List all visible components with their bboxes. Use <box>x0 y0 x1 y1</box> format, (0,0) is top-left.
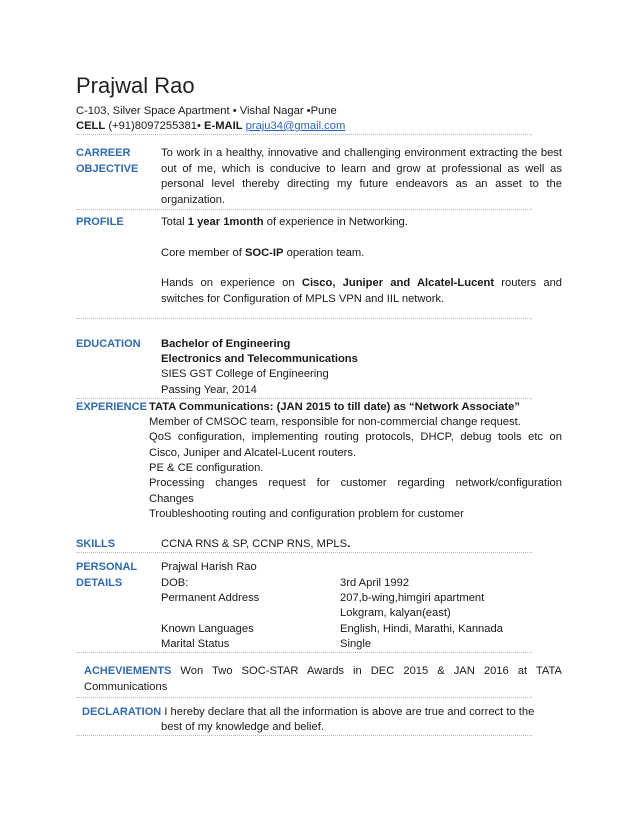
divider <box>76 398 532 399</box>
divider <box>76 209 532 210</box>
email-label: E-MAIL <box>204 120 243 132</box>
text-run: Won Two SOC-STAR Awards in DEC 2015 & JAN 2016 at TATA Communications <box>84 665 562 693</box>
cell-value: (+91)8097255381• <box>105 120 204 132</box>
personal-label-1: PERSONAL <box>76 561 138 573</box>
achievements-label: ACHEVIEMENTS <box>84 665 172 677</box>
experience-item: PE & CE configuration. <box>149 462 264 474</box>
education-label: EDUCATION <box>76 338 141 350</box>
profile-line-2 <box>161 246 364 261</box>
education-college: SIES GST College of Engineering <box>161 368 329 380</box>
declaration-label: DECLARATION <box>82 706 162 718</box>
experience-item: QoS configuration, implementing routing protocols, DHCP, debug tools etc on Cisco, Juniper and Alcatel-Lucent routers. <box>149 431 562 459</box>
personal-label-2: DETAILS <box>76 577 123 589</box>
education-branch: Electronics and Telecommunications <box>161 353 358 365</box>
profile-line-3 <box>161 276 562 307</box>
divider <box>76 697 532 698</box>
dob-label: DOB: <box>161 577 189 589</box>
dob-value: 3rd April 1992 <box>340 577 410 589</box>
text-run: routers and switches for Configuration of MPLS VPN and IIL network. <box>161 277 563 305</box>
divider <box>76 735 532 736</box>
experience-item: Member of CMSOC team, responsible for non-commercial change request. <box>149 416 521 428</box>
marital-label: Marital Status <box>161 638 230 650</box>
text-run: of experience in Networking. <box>263 216 408 228</box>
declaration-line-1 <box>82 705 534 720</box>
text-run: Hands on experience on <box>161 277 302 289</box>
divider <box>76 552 532 553</box>
declaration-line-2: best of my knowledge and belief. <box>161 721 324 733</box>
text-run-bold: Cisco, Juniper and Alcatel-Lucent <box>301 277 495 289</box>
address-value-1: 207,b-wing,himgiri apartment <box>340 592 485 604</box>
experience-item: Troubleshooting routing and configuration problem for customer <box>149 508 464 520</box>
achievements-text <box>84 664 562 695</box>
education-year: Passing Year, 2014 <box>161 384 257 396</box>
email-link[interactable]: praju34@gmail.com <box>245 120 346 132</box>
text-run: CCNA RNS & SP, CCNP RNS, MPLS <box>161 538 348 550</box>
text-run: I hereby declare that all the information is above are true and correct to the <box>161 706 535 718</box>
candidate-name: Prajwal Rao <box>76 73 195 98</box>
personal-name: Prajwal Harish Rao <box>161 561 257 573</box>
divider <box>76 134 532 135</box>
cell-label: CELL <box>76 120 106 132</box>
languages-label: Known Languages <box>161 623 254 635</box>
languages-value: English, Hindi, Marathi, Kannada <box>340 623 503 635</box>
profile-line-1 <box>161 215 408 230</box>
text-run: Total <box>161 216 188 228</box>
objective-label-2: OBJECTIVE <box>76 163 139 175</box>
experience-title: TATA Communications: (JAN 2015 to till date) as “Network Associate” <box>149 401 520 413</box>
text-run-bold: SOC-IP <box>244 247 284 259</box>
contact-line <box>76 119 345 134</box>
skills-text <box>161 537 350 552</box>
text-run-bold: 1 year 1month <box>187 216 264 228</box>
text-run: operation team. <box>283 247 365 259</box>
objective-text: To work in a healthy, innovative and challenging environment extracting the best out of me, which is conducive to learn and grow at professional as well as personal level thereby directing my future endeavors as an asset to the organization. <box>161 147 562 206</box>
experience-label: EXPERIENCE <box>76 401 147 413</box>
marital-value: Single <box>340 638 372 650</box>
divider <box>76 318 532 319</box>
experience-item: Processing changes request for customer regarding network/configuration Changes <box>149 477 562 505</box>
text-run-bold: . <box>347 538 351 550</box>
objective-label-1: CARREER <box>76 147 131 159</box>
skills-label: SKILLS <box>76 538 116 550</box>
education-degree: Bachelor of Engineering <box>161 338 291 350</box>
text-run: Core member of <box>161 247 245 259</box>
address-value-2: Lokgram, kalyan(east) <box>340 607 451 619</box>
address-label: Permanent Address <box>161 592 260 604</box>
address-line: C-103, Silver Space Apartment • Vishal Nagar •Pune <box>76 105 337 117</box>
divider <box>76 652 532 653</box>
profile-label: PROFILE <box>76 216 124 228</box>
